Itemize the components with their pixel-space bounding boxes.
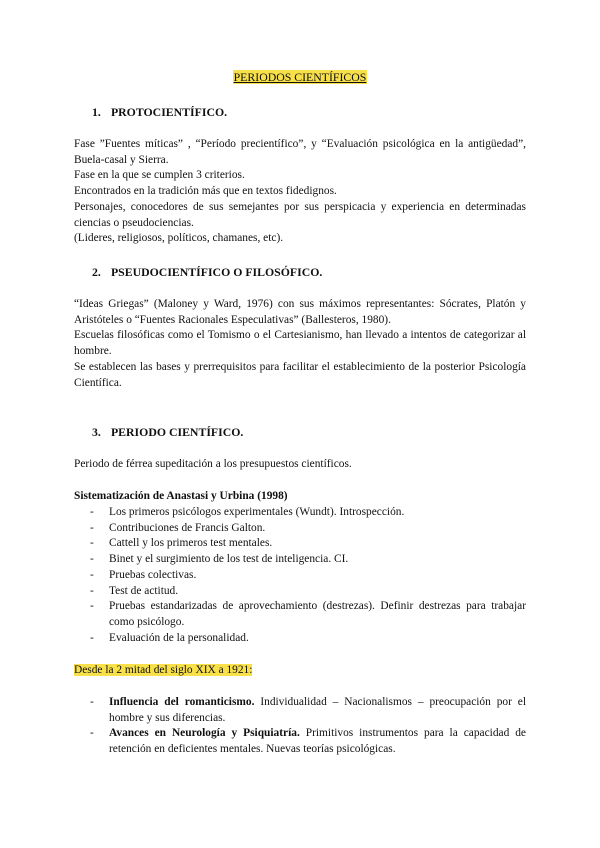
paragraph: “Ideas Griegas” (Maloney y Ward, 1976) con sus máximos representantes: Sócrates, Platón y Aristóteles o “Fuentes Racionales Especulativas” (Ballesteros, 1980).	[74, 298, 526, 326]
list-item-text: Los primeros psicólogos experimentales (Wundt). Introspección.	[109, 506, 405, 518]
dash-bullet: -	[90, 506, 94, 518]
list-item	[74, 631, 526, 647]
list-item-text: Evaluación de la personalidad.	[109, 631, 249, 644]
section-2-body	[74, 297, 526, 391]
section-1-heading	[92, 105, 227, 121]
section-3-number: 3.	[92, 425, 101, 439]
list-item-bold: Influencia del romanticismo.	[109, 696, 255, 708]
section-1-number: 1.	[92, 105, 101, 119]
anastasi-list	[74, 505, 526, 646]
section-1-body	[74, 137, 526, 247]
paragraph: Personajes, conocedores de sus semejantes por sus perspicacia y experiencia en determinadas ciencias o pseudociencias.	[74, 200, 526, 229]
section-3-title: PERIODO CIENTÍFICO.	[110, 425, 244, 439]
list-item-bold: Avances en Neurología y Psiquiatría.	[109, 727, 300, 740]
dash-bullet: -	[90, 727, 94, 740]
paragraph: Fase en la que se cumplen 3 criterios.	[74, 169, 245, 182]
section-3-intro	[74, 457, 526, 473]
era-list	[74, 695, 526, 758]
paragraph: Encontrados en la tradición más que en textos fidedignos.	[74, 185, 337, 198]
list-item	[74, 599, 526, 630]
list-item	[74, 726, 526, 757]
list-item	[74, 552, 526, 568]
dash-bullet: -	[90, 584, 94, 597]
dash-bullet: -	[90, 600, 94, 613]
list-item	[74, 568, 526, 584]
paragraph: Escuelas filosóficas como el Tomismo o el Cartesianismo, han llevado a intentos de categorizar al hombre.	[74, 329, 526, 358]
dash-bullet: -	[90, 521, 94, 534]
list-item-text: Individualidad – Nacionalismos – preocupación por el hombre y sus diferencias.	[109, 696, 527, 724]
list-item-text: Binet y el surgimiento de los test de inteligencia. CI.	[109, 553, 349, 566]
era-label-text: Desde la 2 mitad del siglo XIX a 1921:	[74, 664, 253, 676]
section-2-heading	[92, 265, 322, 281]
section-2-number: 2.	[92, 265, 101, 279]
dash-bullet: -	[90, 696, 94, 708]
list-item-text: Test de actitud.	[109, 584, 179, 597]
list-item-text: Cattell y los primeros test mentales.	[109, 537, 273, 550]
section-2-title: PSEUDOCIENTÍFICO O FILOSÓFICO.	[110, 265, 323, 279]
list-item	[74, 505, 526, 521]
list-item-text: Pruebas colectivas.	[109, 568, 197, 581]
list-item	[74, 521, 526, 537]
paragraph: (Lideres, religiosos, políticos, chamanes, etc).	[74, 232, 284, 245]
paragraph: Fase ”Fuentes míticas” , “Período precientífico”, y “Evaluación psicológica en la antigüedad”, Buela-casal y Sierra.	[74, 138, 526, 166]
subheading-text: Sistematización de Anastasi y Urbina (1998)	[74, 490, 288, 502]
list-item-text: Primitivos instrumentos para la capacidad de retención en deficientes mentales. Nuevas teorías psicológicas.	[109, 727, 526, 756]
list-item	[74, 536, 526, 552]
section-3-subheading	[74, 489, 526, 505]
era-label	[74, 663, 526, 679]
list-item-text: Contribuciones de Francis Galton.	[109, 521, 266, 534]
document-title-text: PERIODOS CIENTÍFICOS	[233, 70, 367, 84]
list-item-text: Pruebas estandarizadas de aprovechamiento (destrezas). Definir destrezas para trabajar como psicólogo.	[109, 600, 526, 628]
list-item	[74, 584, 526, 600]
section-1-title: PROTOCIENTÍFICO.	[110, 105, 228, 119]
paragraph: Se establecen las bases y prerrequisitos para facilitar el establecimiento de la posterior Psicología Científica.	[74, 360, 526, 389]
list-item	[74, 695, 526, 726]
document-title	[0, 70, 600, 86]
dash-bullet: -	[90, 553, 94, 566]
dash-bullet: -	[90, 631, 94, 644]
dash-bullet: -	[90, 568, 94, 581]
section-3-heading	[92, 425, 243, 441]
dash-bullet: -	[90, 537, 94, 550]
paragraph: Periodo de férrea supeditación a los presupuestos científicos.	[74, 458, 352, 470]
